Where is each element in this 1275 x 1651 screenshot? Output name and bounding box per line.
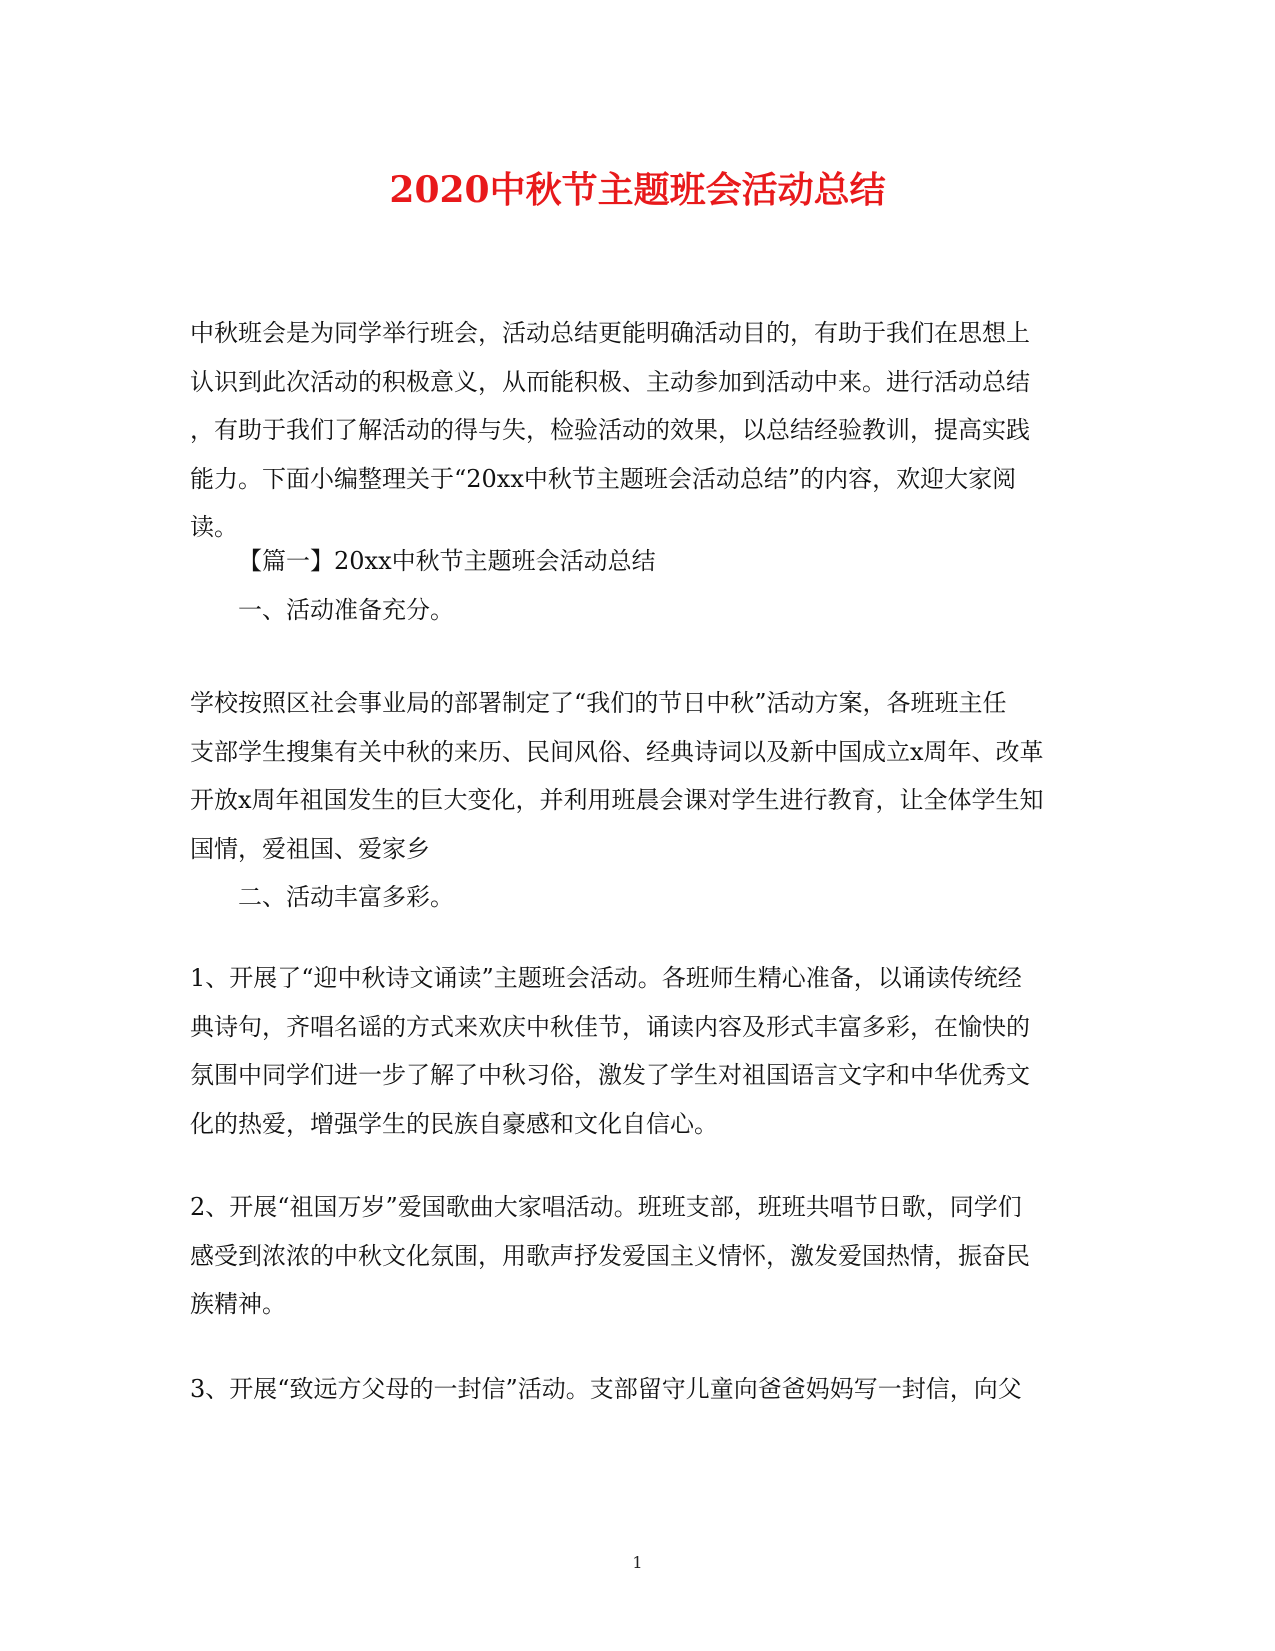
intro-line: 读。 — [190, 513, 238, 541]
item1-line: 1、开展了“迎中秋诗文诵读”主题班会活动。各班师生精心准备，以诵读传统经 — [190, 964, 1022, 992]
intro-line: 中秋班会是为同学举行班会，活动总结更能明确活动目的，有助于我们在思想上 — [190, 319, 1030, 347]
section1-line: 开放x周年祖国发生的巨大变化，并利用班晨会课对学生进行教育，让全体学生知 — [190, 786, 1044, 814]
part-heading: 【篇一】20xx中秋节主题班会活动总结 — [238, 547, 656, 575]
document-title: 2020中秋节主题班会活动总结 — [389, 169, 886, 211]
section1-paragraph — [190, 679, 1080, 922]
intro-line: 能力。下面小编整理关于“20xx中秋节主题班会活动总结”的内容，欢迎大家阅 — [190, 464, 1017, 493]
part-heading-block — [190, 537, 1080, 634]
page-number: 1 — [632, 1553, 643, 1572]
item1-line: 典诗句，齐唱名谣的方式来欢庆中秋佳节，诵读内容及形式丰富多彩，在愉快的 — [190, 1012, 1030, 1041]
item1-line: 化的热爱，增强学生的民族自豪感和文化自信心。 — [190, 1109, 718, 1138]
item3-paragraph — [190, 1365, 1080, 1414]
section1-line: 学校按照区社会事业局的部署制定了“我们的节日中秋”活动方案，各班班主任 — [190, 689, 1007, 717]
item2-line: 2、开展“祖国万岁”爱国歌曲大家唱活动。班班支部，班班共唱节日歌，同学们 — [190, 1193, 1022, 1221]
intro-line: 认识到此次活动的积极意义，从而能积极、主动参加到活动中来。进行活动总结 — [190, 367, 1030, 396]
item1-line: 氛围中同学们进一步了解了中秋习俗，激发了学生对祖国语言文字和中华优秀文 — [190, 1061, 1030, 1089]
section1-line: 支部学生搜集有关中秋的来历、民间风俗、经典诗词以及新中国成立x周年、改革 — [190, 737, 1044, 766]
section1-line: 国情，爱祖国、爱家乡 — [190, 834, 430, 863]
section2-heading: 二、活动丰富多彩。 — [238, 883, 454, 911]
item2-line: 族精神。 — [190, 1290, 286, 1318]
section1-heading: 一、活动准备充分。 — [238, 595, 454, 624]
item3-line: 3、开展“致远方父母的一封信”活动。支部留守儿童向爸爸妈妈写一封信，向父 — [190, 1375, 1022, 1403]
item2-paragraph — [190, 1183, 1080, 1329]
item2-line: 感受到浓浓的中秋文化氛围，用歌声抒发爱国主义情怀，激发爱国热情，振奋民 — [190, 1241, 1030, 1270]
intro-line: ，有助于我们了解活动的得与失，检验活动的效果，以总结经验教训，提高实践 — [190, 416, 1030, 444]
intro-paragraph — [190, 309, 1080, 552]
item1-paragraph — [190, 954, 1080, 1148]
